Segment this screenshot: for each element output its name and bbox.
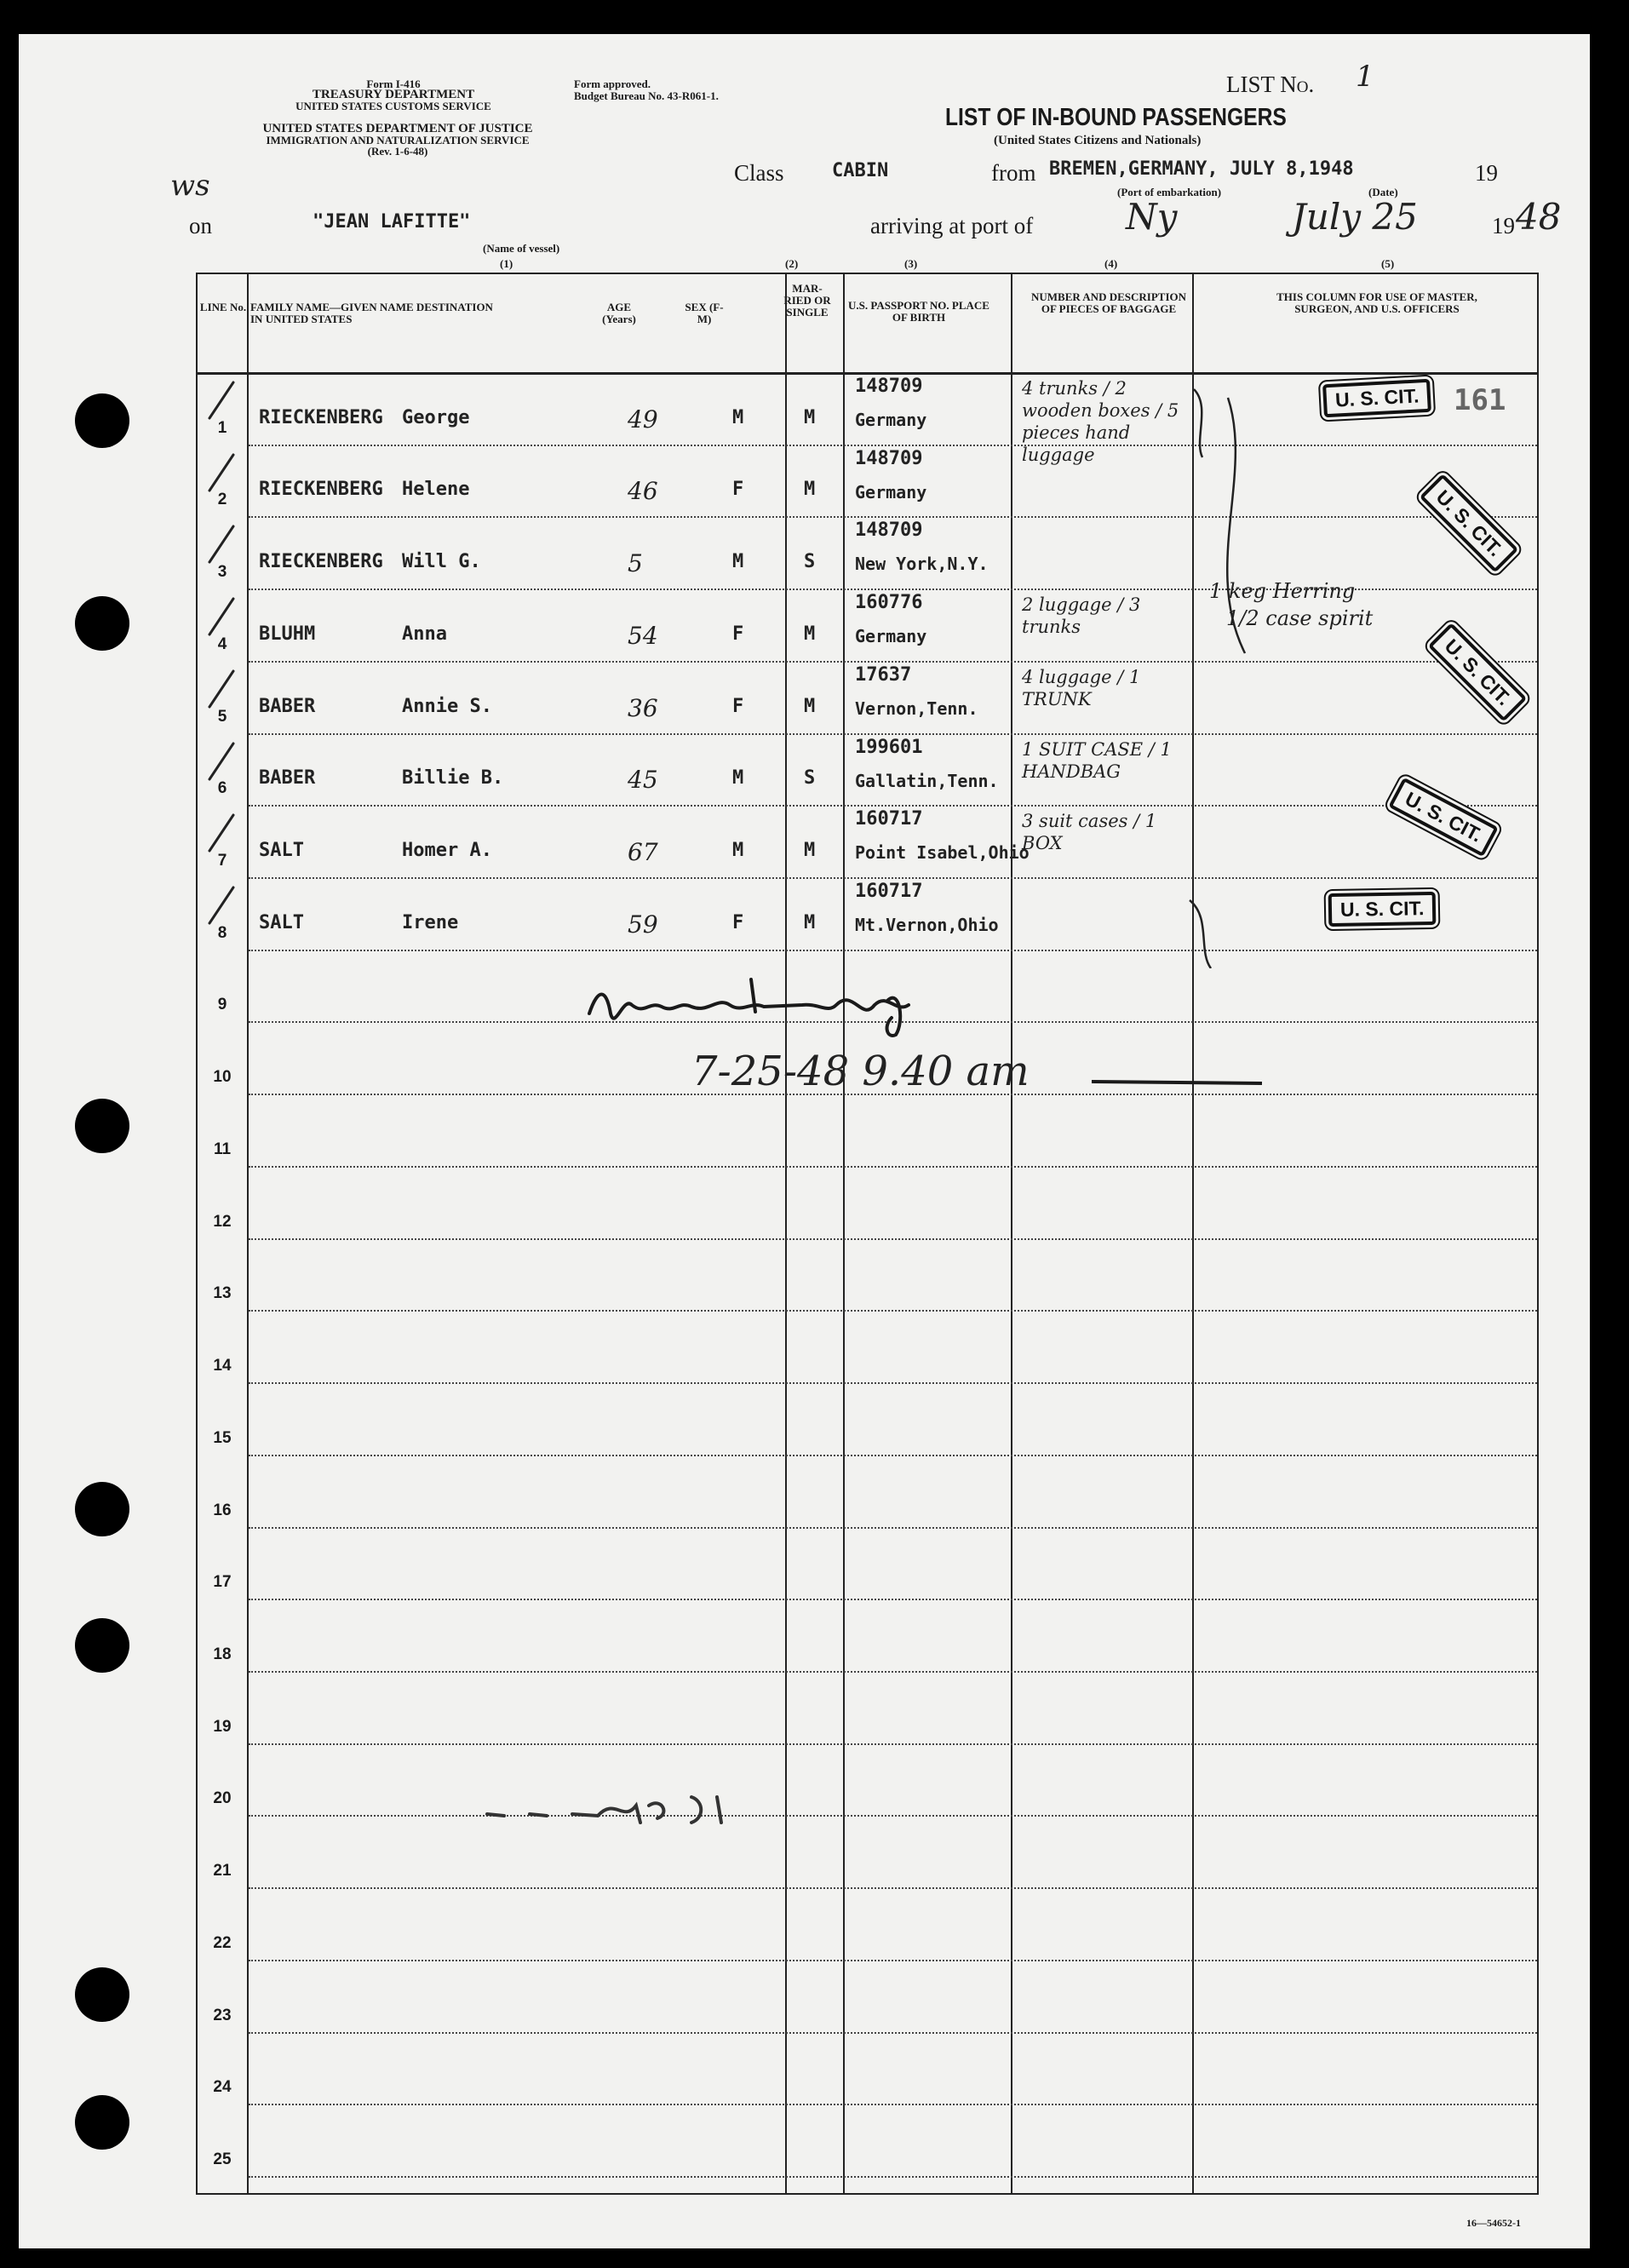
birthplace: Mt.Vernon,Ohio <box>855 915 999 936</box>
line-number: 24 <box>213 2078 232 2097</box>
passport-number: 148709 <box>855 520 923 542</box>
row-rule <box>249 1310 1537 1312</box>
family-name: BLUHM <box>259 623 316 645</box>
vessel-name: "JEAN LAFITTE" <box>313 211 471 233</box>
header-officers: THIS COLUMN FOR USE OF MASTER, SURGEON, AND U.S. OFFICERS <box>1276 290 1477 315</box>
date-caption: (Date) <box>1368 186 1398 198</box>
marital-value: M <box>804 695 816 717</box>
row-rule <box>249 1455 1537 1456</box>
vessel-caption: (Name of vessel) <box>483 242 560 255</box>
officer-number-note: 161 <box>1454 383 1506 417</box>
line-number: 25 <box>213 2150 232 2168</box>
baggage-description: 4 luggage / 1 TRUNK <box>1022 666 1141 709</box>
list-no-label: LIST No. <box>1226 72 1315 97</box>
birthplace: Vernon,Tenn. <box>855 698 978 719</box>
row-rule <box>249 1743 1537 1745</box>
row-rule <box>249 1887 1537 1889</box>
check-mark <box>204 592 238 643</box>
family-name: SALT <box>259 911 304 933</box>
from-value: BREMEN,GERMANY, JULY 8,1948 <box>1049 158 1354 180</box>
marital-value: M <box>804 406 816 428</box>
class-value: CABIN <box>832 160 889 181</box>
row-rule <box>249 1815 1537 1817</box>
sex-value: M <box>732 840 744 862</box>
line-number: 8 <box>217 923 227 942</box>
check-mark <box>204 376 238 427</box>
birthplace: Germany <box>855 410 927 430</box>
given-name: George <box>402 406 470 428</box>
passport-number: 199601 <box>855 736 923 758</box>
given-name: Billie B. <box>402 767 504 789</box>
header-married: MAR-RIED OR SINGLE <box>783 282 831 319</box>
line-number: 12 <box>213 1212 232 1231</box>
check-mark <box>204 664 238 715</box>
us-cit-stamp-1: U. S. CIT. <box>1322 379 1431 418</box>
given-name: Anna <box>402 623 447 645</box>
punch-hole <box>75 1967 129 2022</box>
line-number: 19 <box>213 1717 232 1736</box>
birthplace: New York,N.Y. <box>855 554 989 575</box>
family-name: BABER <box>259 695 316 717</box>
header-line-no: LINE No. <box>199 301 247 313</box>
age-value: 5 <box>628 549 643 578</box>
line-number: 20 <box>213 1789 232 1808</box>
arriving-port: Ny <box>1126 196 1178 238</box>
column-divider <box>247 274 249 2193</box>
punch-hole <box>75 1099 129 1153</box>
family-name: BABER <box>259 767 316 789</box>
budget-bureau: Budget Bureau No. 43-R061-1. <box>574 89 719 102</box>
us-cit-stamp-5: U. S. CIT. <box>1328 892 1437 927</box>
age-value: 45 <box>628 766 658 795</box>
row-rule <box>249 2104 1537 2105</box>
line-number: 18 <box>213 1645 232 1663</box>
age-value: 59 <box>628 910 658 939</box>
arrival-date: July 25 <box>1292 196 1418 238</box>
baggage-bracket <box>1177 372 1347 968</box>
list-no-value: 1 <box>1356 60 1374 94</box>
passport-number: 160776 <box>855 592 923 614</box>
birthplace: Germany <box>855 481 927 502</box>
line-number: 5 <box>217 707 227 726</box>
margin-note: ws <box>170 169 210 203</box>
faint-initials <box>479 1780 760 1831</box>
signature-date-time: 7-25-48 9.40 am <box>691 1048 1030 1095</box>
baggage-description: 2 luggage / 3 trunks <box>1022 594 1141 638</box>
given-name: Irene <box>402 911 459 933</box>
row-rule <box>249 1382 1537 1384</box>
passport-number: 160717 <box>855 808 923 830</box>
justice-dept: UNITED STATES DEPARTMENT OF JUSTICE <box>262 122 533 135</box>
family-name: RIECKENBERG <box>259 479 383 501</box>
passport-number: 148709 <box>855 376 923 397</box>
from-label: from <box>991 160 1036 186</box>
page-subtitle: (United States Citizens and Nationals) <box>994 134 1202 147</box>
column-divider <box>785 274 787 2193</box>
punch-hole <box>75 393 129 448</box>
on-label: on <box>189 213 212 238</box>
arrival-year: 48 <box>1516 196 1562 238</box>
arrival-year-prefix: 19 <box>1492 213 1515 238</box>
line-number: 7 <box>217 852 227 870</box>
class-label: Class <box>734 160 784 186</box>
column-divider <box>843 274 845 2193</box>
header-sex: SEX (F-M) <box>685 301 724 325</box>
punch-hole <box>75 1618 129 1673</box>
officer-note-spirit: 1/2 case spirit <box>1226 606 1374 630</box>
us-cit-stamp-4: U. S. CIT. <box>1388 778 1499 858</box>
given-name: Will G. <box>402 551 481 573</box>
punch-hole <box>75 1482 129 1536</box>
column-number-4: (4) <box>1104 257 1118 270</box>
age-value: 36 <box>628 693 658 722</box>
sex-value: F <box>732 623 744 645</box>
immigration-service: IMMIGRATION AND NATURALIZATION SERVICE <box>266 134 530 146</box>
row-rule <box>249 2176 1537 2178</box>
customs-service: UNITED STATES CUSTOMS SERVICE <box>295 100 491 112</box>
line-number: 1 <box>217 418 227 437</box>
line-number: 17 <box>213 1573 232 1592</box>
sex-value: F <box>732 911 744 933</box>
column-divider <box>1011 274 1012 2193</box>
given-name: Homer A. <box>402 840 492 862</box>
marital-value: M <box>804 840 816 862</box>
line-number: 14 <box>213 1357 232 1375</box>
row-rule <box>249 1166 1537 1168</box>
birthplace: Point Isabel,Ohio <box>855 842 1030 864</box>
marital-value: S <box>804 767 816 789</box>
baggage-description: 3 suit cases / 1 BOX <box>1022 811 1157 854</box>
check-mark <box>204 520 238 571</box>
row-rule <box>249 1599 1537 1600</box>
column-number-3: (3) <box>904 257 918 270</box>
header-name: FAMILY NAME—GIVEN NAME DESTINATION IN UNITED STATES <box>250 301 493 325</box>
marital-value: M <box>804 623 816 645</box>
row-rule <box>249 2032 1537 2034</box>
header-passport: U.S. PASSPORT NO. PLACE OF BIRTH <box>848 299 989 324</box>
signature-underline <box>1092 1073 1279 1090</box>
line-number: 2 <box>217 491 227 509</box>
family-name: RIECKENBERG <box>259 551 383 573</box>
baggage-description: 4 trunks / 2 wooden boxes / 5 pieces hand luggage <box>1022 378 1179 465</box>
line-number: 23 <box>213 2006 232 2024</box>
column-number-1: (1) <box>500 257 513 270</box>
line-number: 21 <box>213 1862 232 1880</box>
line-number: 22 <box>213 1933 232 1952</box>
marital-value: M <box>804 479 816 501</box>
age-value: 67 <box>628 838 658 867</box>
check-mark <box>204 881 238 932</box>
passport-number: 17637 <box>855 663 912 686</box>
form-number: Form I-416 <box>366 78 421 90</box>
line-number: 10 <box>213 1068 232 1087</box>
arriving-label: arriving at port of <box>870 213 1034 238</box>
line-number: 11 <box>213 1140 232 1158</box>
line-number: 3 <box>217 563 227 582</box>
treasury-dept: TREASURY DEPARTMENT <box>312 88 475 101</box>
year-prefix: 19 <box>1475 160 1498 186</box>
line-number: 13 <box>213 1284 232 1303</box>
check-mark <box>204 448 238 499</box>
sex-value: F <box>732 479 744 501</box>
header-baggage: NUMBER AND DESCRIPTION OF PIECES OF BAGGAGE <box>1030 290 1187 315</box>
sex-value: M <box>732 551 744 573</box>
column-number-5: (5) <box>1381 257 1395 270</box>
family-name: SALT <box>259 840 304 862</box>
sex-value: M <box>732 767 744 789</box>
passport-number: 160717 <box>855 881 923 903</box>
punch-hole <box>75 2095 129 2150</box>
us-cit-stamp-3: U. S. CIT. <box>1428 623 1528 722</box>
column-number-2: (2) <box>785 257 799 270</box>
document-page <box>19 34 1590 2248</box>
row-rule <box>249 1960 1537 1961</box>
line-number: 6 <box>217 779 227 798</box>
header-age: AGE (Years) <box>602 301 636 325</box>
row-rule <box>249 1527 1537 1529</box>
age-value: 46 <box>628 477 658 506</box>
line-number: 16 <box>213 1501 232 1519</box>
given-name: Annie S. <box>402 695 492 717</box>
marital-value: M <box>804 911 816 933</box>
baggage-description: 1 SUIT CASE / 1 HANDBAG <box>1022 738 1172 782</box>
check-mark <box>204 737 238 788</box>
line-number: 15 <box>213 1428 232 1447</box>
port-embarkation-caption: (Port of embarkation) <box>1117 186 1222 198</box>
row-rule <box>249 1238 1537 1240</box>
row-rule <box>249 1671 1537 1673</box>
marital-value: S <box>804 551 816 573</box>
us-cit-stamp-2: U. S. CIT. <box>1420 474 1519 573</box>
passenger-table <box>196 273 1539 2195</box>
birthplace: Gallatin,Tenn. <box>855 770 999 791</box>
birthplace: Germany <box>855 626 927 647</box>
check-mark <box>204 808 238 859</box>
form-approved: Form approved. <box>574 78 651 90</box>
sex-value: M <box>732 406 744 428</box>
revision: (Rev. 1-6-48) <box>367 145 428 158</box>
line-number: 4 <box>217 634 227 653</box>
page-title: LIST OF IN-BOUND PASSENGERS <box>945 104 1287 131</box>
inspector-signature <box>581 954 1024 1039</box>
punch-hole <box>75 596 129 651</box>
age-value: 49 <box>628 405 658 434</box>
officer-note-herring: 1 keg Herring <box>1209 579 1356 603</box>
age-value: 54 <box>628 621 658 650</box>
given-name: Helene <box>402 479 470 501</box>
sex-value: F <box>732 695 744 717</box>
family-name: RIECKENBERG <box>259 406 383 428</box>
line-number: 9 <box>217 996 227 1014</box>
passport-number: 148709 <box>855 447 923 469</box>
footer-code: 16—54652-1 <box>1466 2217 1521 2229</box>
